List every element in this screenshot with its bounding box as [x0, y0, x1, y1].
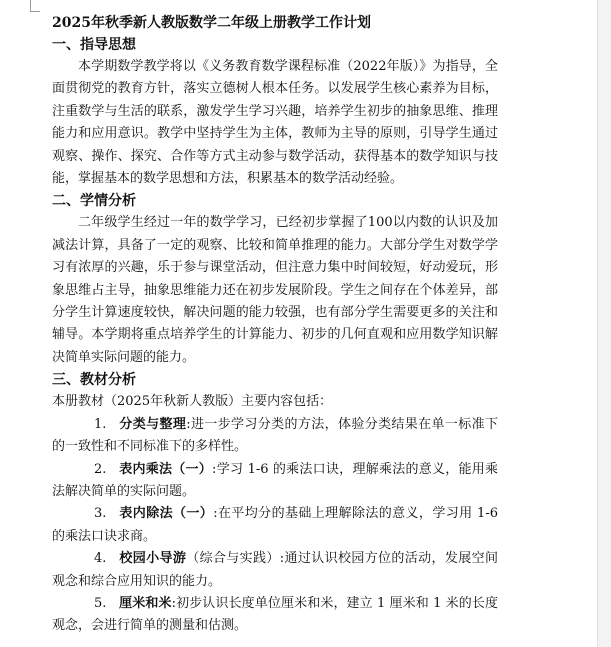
list-item	[52, 548, 498, 593]
textbook-intro: 本册教材（2025年秋新人教版）主要内容包括：	[52, 394, 333, 410]
section-paragraph-student-analysis: 二年级学生经过一年的数学学习，已经初步掌握了100以内数的认识及加减法计算，具备了一定的观察、比较和简单推理的能力。大部分学生对数学学习有浓厚的兴趣，乐于参与课堂活动，但注意力集中时间较短，好动爱玩，形象思维占主导，抽象思维能力还在初步发展阶段。学生之间存在个体差异，部分学生计算速度较快，解决问题的能力较强，也有部分学生需要更多的关注和辅导。本学期将重点培养学生的计算能力、初步的几何直观和应用数学知识解决简单实际问题的能力。	[52, 215, 498, 365]
item-number: 4.	[94, 551, 107, 567]
section-heading-student-analysis: 二、学情分析	[52, 193, 136, 210]
item-separator: :	[186, 416, 191, 432]
item-text: 在平均分的基础上理解除法的意义，学习用 1-6 的乘法口诀求商。	[52, 506, 498, 544]
corner-mark-vertical	[30, 0, 31, 11]
item-text: 初步认识长度单位厘米和米，建立 1 厘米和 1 米的长度观念，会进行简单的测量和估测。	[52, 595, 498, 634]
document-page	[52, 12, 498, 638]
right-scroll-gutter[interactable]	[597, 0, 611, 647]
item-number: 2.	[94, 461, 107, 477]
item-name: 分类与整理	[119, 416, 187, 432]
list-item	[52, 459, 498, 504]
item-separator: （综合与实践）:	[186, 551, 285, 567]
section-heading-guiding-ideology: 一、指导思想	[52, 37, 136, 53]
page-corner-marks	[0, 0, 40, 647]
list-item	[52, 593, 498, 638]
item-number: 1.	[94, 416, 107, 432]
list-item	[52, 414, 498, 459]
corner-mark-horizontal	[30, 11, 40, 12]
item-name: 表内乘法（一）	[119, 461, 213, 477]
item-number: 3.	[94, 506, 107, 522]
item-text: 通过认识校园方位的活动，发展空间观念和综合应用知识的能力。	[52, 551, 498, 589]
item-separator: :	[213, 506, 218, 522]
section-heading-textbook-analysis: 三、教材分析	[52, 372, 136, 389]
item-text: 学习 1-6 的乘法口诀，理解乘法的意义，能用乘法解决简单的实际问题。	[52, 461, 498, 499]
item-number: 5.	[94, 595, 107, 611]
item-separator: :	[171, 595, 176, 611]
item-name: 厘米和米	[119, 595, 172, 611]
section-paragraph-guiding-ideology: 本学期数学教学将以《义务教育数学课程标准（2022年版）》为指导，全面贯彻党的教育方针，落实立德树人根本任务。以发展学生核心素养为目标，注重数学与生活的联系，激发学生学习兴趣，培养学生初步的抽象思维、推理能力和应用意识。教学中坚持学生为主体，教师为主导的原则，引导学生通过观察、操作、探究、合作等方式主动参与数学活动，获得基本的数学知识与技能，掌握基本的数学思想和方法，积累基本的数学活动经验。	[52, 59, 498, 187]
item-name: 校园小导游	[119, 551, 187, 567]
item-text: 进一步学习分类的方法，体验分类结果在单一标准下的一致性和不同标准下的多样性。	[52, 416, 498, 455]
document-title: 2025年秋季新人教版数学二年级上册教学工作计划	[52, 15, 371, 31]
item-separator: :	[212, 461, 217, 477]
item-name: 表内除法（一）	[119, 506, 214, 522]
list-item	[52, 503, 498, 548]
